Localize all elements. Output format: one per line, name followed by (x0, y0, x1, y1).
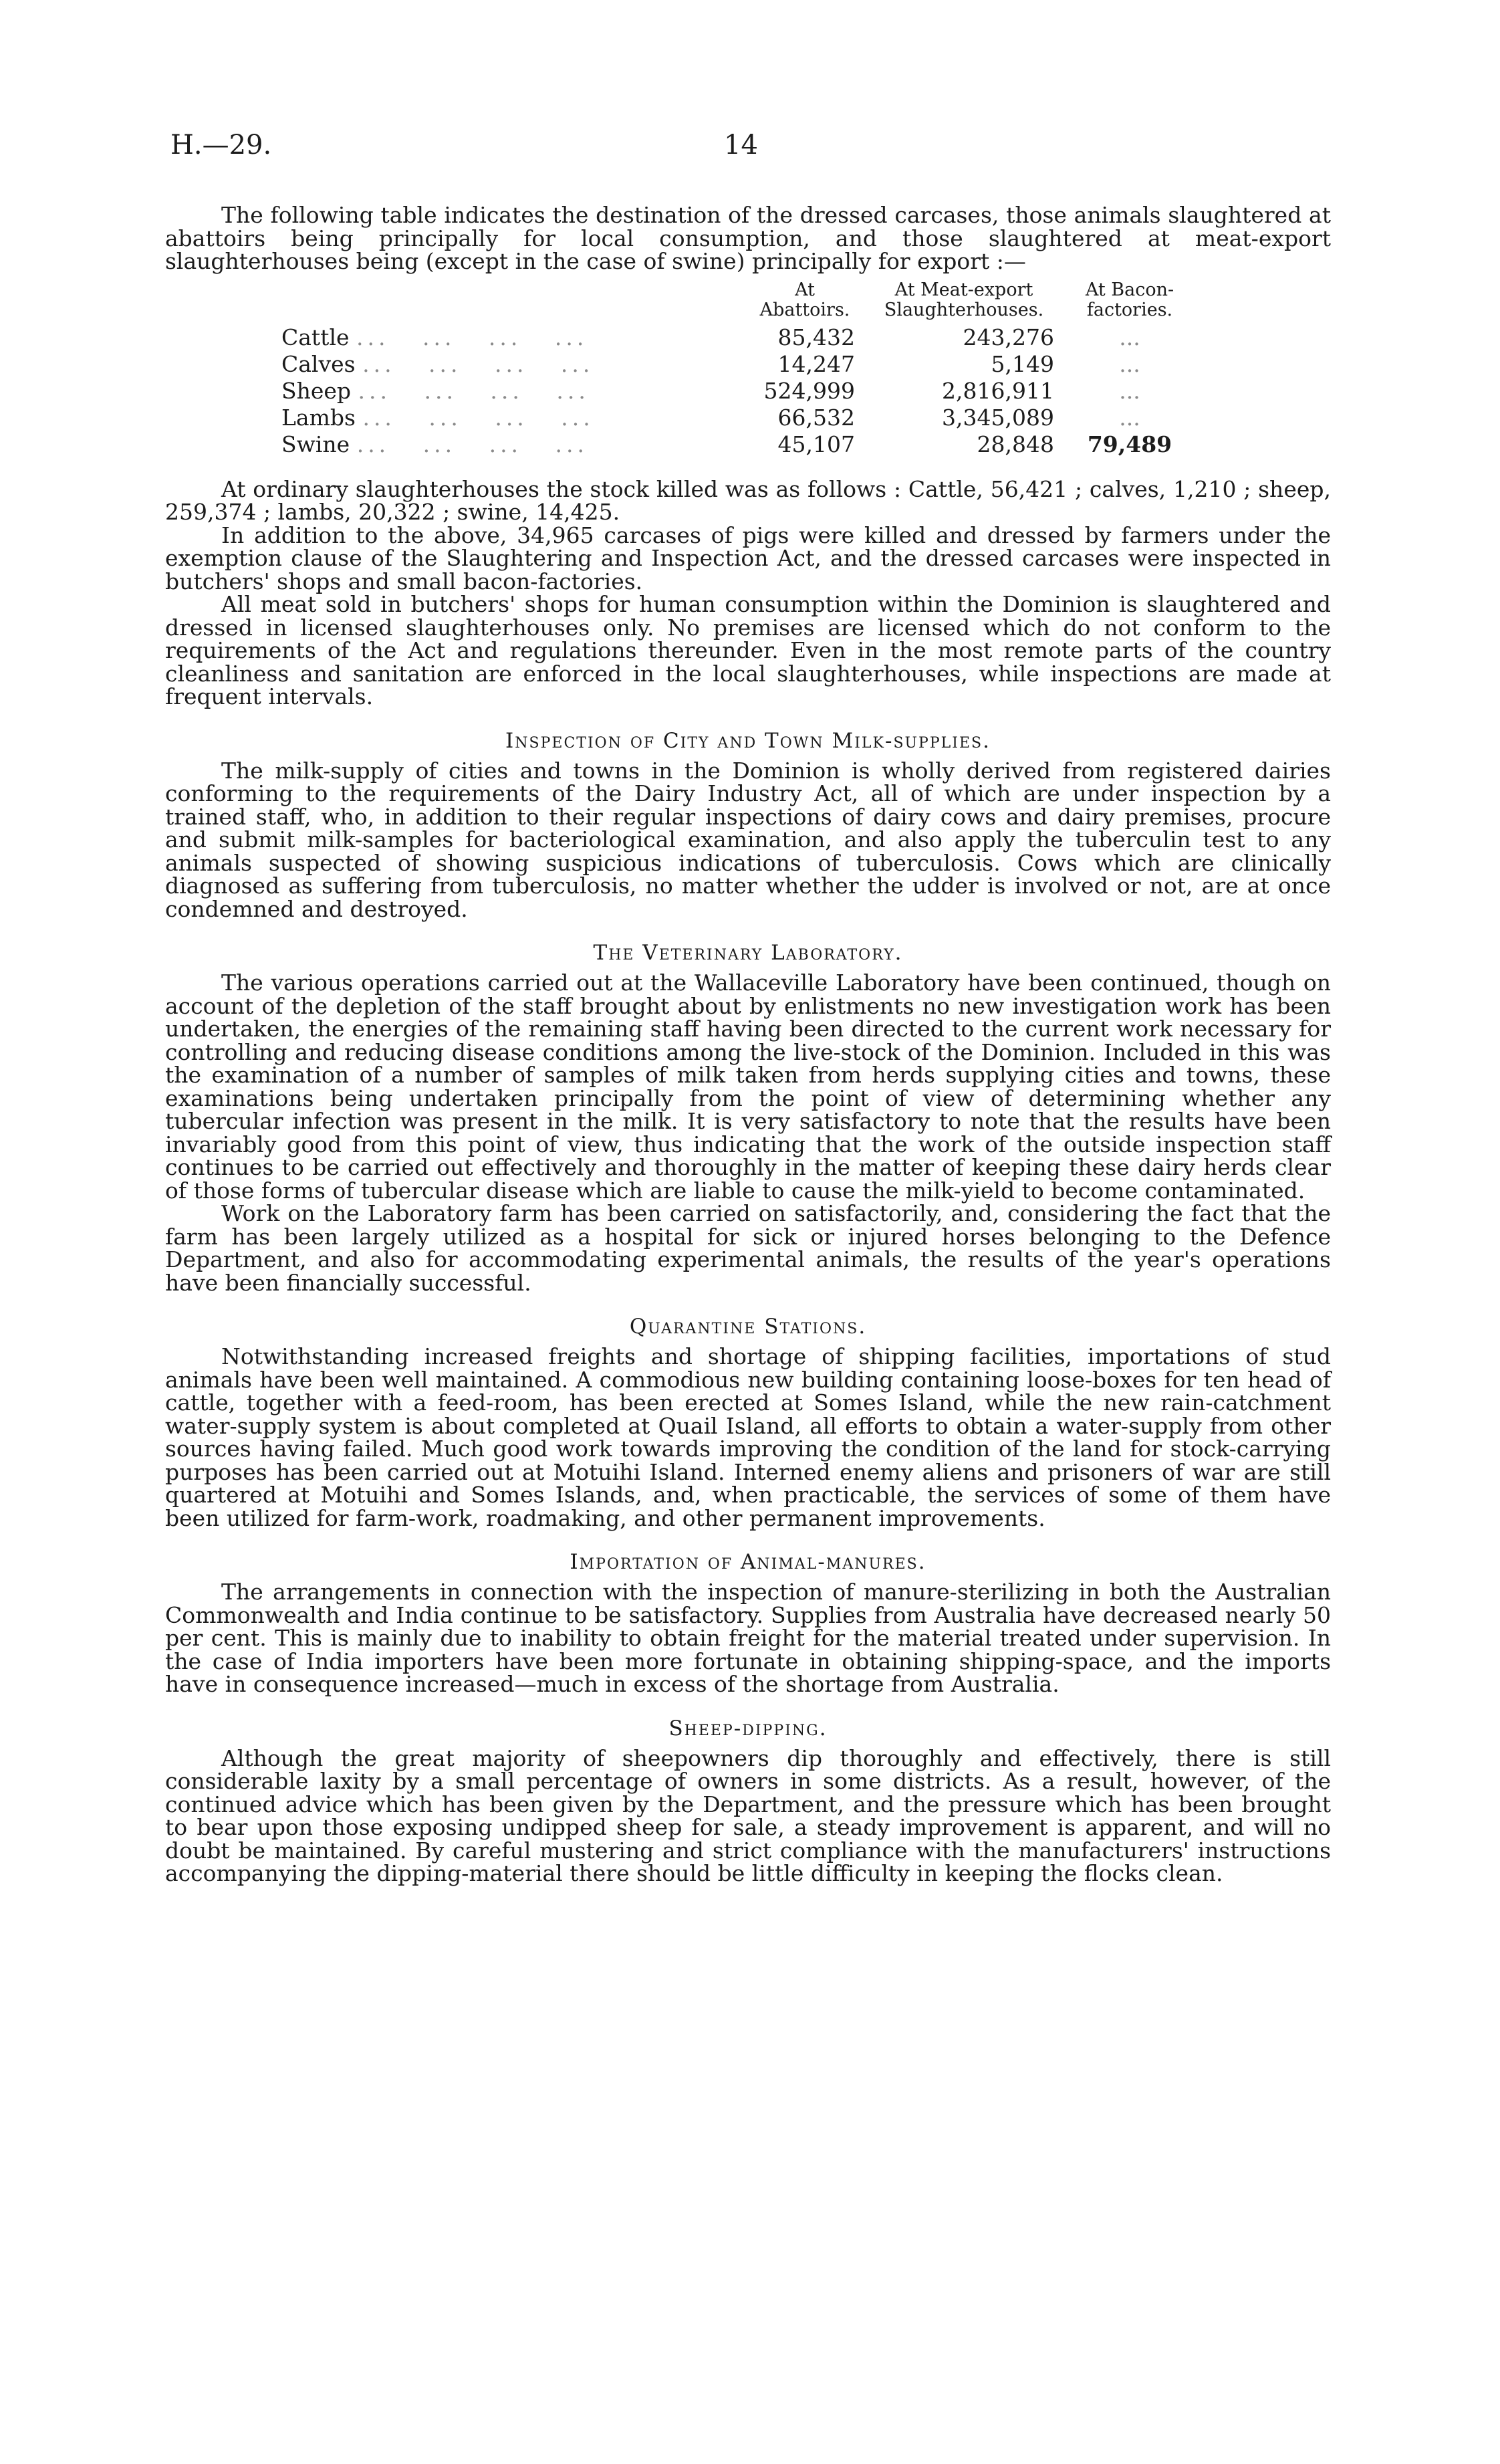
cell-abattoirs: 66,532 (777, 404, 855, 431)
cell-bacon: ... (1119, 350, 1140, 377)
section-heading: Sheep-dipping. (668, 1716, 828, 1741)
body-paragraph: The various operations carried out at the Wallaceville Laboratory have been continued, though on account of the depletion of the staff brought about by enlistments no new investigation work has been undertaken, the energies of the remaining staff having been directed to the current work necessary for controlling and reducing disease conditions among the live-stock of the Dominion. Included in this was the examination of a number of samples of milk taken from herds supplying cities and towns, these examinations being undertaken principally from the point of view of determining whether any tubercular infection was present in the milk. It is very satisfactory to note that the results have been invariably good from this point of view, thus indicating that the work of the outside inspection staff continues to be carried out effectively and thoroughly in the matter of keeping these dairy herds clear of those forms of tubercular disease which are liable to cause the milk-yield to become contaminated. (165, 970, 1331, 1204)
page-body (165, 204, 1331, 1886)
cell-meat-export: 5,149 (991, 350, 1054, 377)
body-paragraph: All meat sold in butchers' shops for human consumption within the Dominion is slaughtered and dressed in licensed slaughterhouses only. No premises are licensed which do not conform to the requirements of the Act and regulations thereunder. Even in the most remote parts of the country cleanliness and sanitation are enforced in the local slaughterhouses, while inspections are made at frequent intervals. (165, 591, 1331, 709)
body-paragraph: At ordinary slaughterhouses the stock killed was as follows : Cattle, 56,421 ; calves, 1,210 ; sheep, 259,374 ; lambs, 20,322 ; swine, 14,425. (165, 475, 1331, 525)
section-heading: Importation of Animal-manures. (570, 1550, 926, 1574)
cell-abattoirs: 524,999 (763, 377, 855, 404)
row-label: Calves (281, 350, 356, 377)
table-row: Calves ... ... ... ... 14,247 5,149 ... (272, 351, 1196, 378)
table-row: Sheep ... ... ... ... 524,999 2,816,911 ... (272, 378, 1196, 405)
carcase-destination-table (272, 280, 1196, 458)
body-paragraph: Although the great majority of sheepowners dip thoroughly and effectively, there is still considerable laxity by a small percentage of owners in some districts. As a result, however, of the continued advice which has been given by the Department, and the pressure which has been brought to bear upon those exposing undipped sheep for sale, a steady improvement is apparent, and will no doubt be maintained. By careful mustering and strict compliance with the manufacturers' instructions accompanying the dipping-material there should be little difficulty in keeping the flocks clean. (165, 1745, 1331, 1886)
row-label: Lambs (281, 404, 356, 431)
row-label: Swine (281, 431, 350, 457)
document-id: H.—29. (170, 130, 272, 160)
body-paragraph: Notwithstanding increased freights and shortage of shipping facilities, importations of stud animals have been well maintained. A commodious new building containing loose-boxes for ten head of cattle, together with a feed-room, has been erected at Somes Island, while the new rain-catchment water-supply system is about completed at Quail Island, all efforts to obtain a water-supply from other sources having failed. Much good work towards improving the condition of the land for stock-carrying purposes has been carried out at Motuihi Island. Interned enemy aliens and prisoners of war are still quartered at Motuihi and Somes Islands, and, when practicable, the services of some of them have been utilized for farm-work, roadmaking, and other permanent improvements. (165, 1343, 1331, 1531)
table-row: Swine ... ... ... ... 45,107 28,848 79,489 (272, 431, 1196, 458)
section-heading: Quarantine Stations. (629, 1315, 867, 1339)
cell-bacon: ... (1119, 324, 1140, 350)
body-paragraph: Work on the Laboratory farm has been carried on satisfactorily, and, considering the fact that the farm has been largely utilized as a hospital for sick or injured horses belonging to the Defence Department, and also for accommodating experimental animals, the results of the year's operations have been financially successful. (165, 1200, 1331, 1296)
section-heading: Inspection of City and Town Milk-supplies. (505, 728, 991, 753)
row-label: Cattle (281, 324, 350, 350)
col-bacon-factories: At Bacon-factories. (1085, 279, 1174, 320)
body-paragraph: In addition to the above, 34,965 carcases of pigs were killed and dressed by farmers under the exemption clause of the Slaughtering and Inspection Act, and the dressed carcases were inspected in butchers' shops and small bacon-factories. (165, 522, 1331, 594)
col-meat-export: At Meat-export Slaughterhouses. (884, 279, 1044, 320)
section-heading: The Veterinary Laboratory. (593, 941, 903, 965)
cell-abattoirs: 45,107 (777, 431, 855, 457)
cell-abattoirs: 14,247 (777, 350, 855, 377)
page-header (0, 130, 1500, 174)
page-number: 14 (724, 130, 758, 160)
cell-abattoirs: 85,432 (777, 324, 855, 350)
intro-paragraph: The following table indicates the destination of the dressed carcases, those animals slaughtered at abattoirs being principally for local consumption, and those slaughtered at meat-export slaughterhouses being (except in the case of swine) principally for export :— (165, 202, 1331, 274)
body-paragraph: The arrangements in connection with the inspection of manure-sterilizing in both the Australian Commonwealth and India continue to be satisfactory. Supplies from Australia have decreased nearly 50 per cent. This is mainly due to inability to obtain freight for the material treated under supervision. In the case of India importers have been more fortunate in obtaining shipping-space, and the imports have in consequence increased—much in excess of the shortage from Australia. (165, 1579, 1331, 1697)
table-row: Cattle ... ... ... ... 85,432 243,276 ... (272, 324, 1196, 351)
body-paragraph: The milk-supply of cities and towns in the Dominion is wholly derived from registered dairies conforming to the requirements of the Dairy Industry Act, all of which are under inspection by a trained staff, who, in addition to their regular inspections of dairy cows and dairy premises, procure and submit milk-samples for bacteriological examination, and also apply the tuberculin test to any animals suspected of showing suspicious indications of tuberculosis. Cows which are clinically diagnosed as suffering from tuberculosis, no matter whether the udder is involved or not, are at once condemned and destroyed. (165, 757, 1331, 922)
cell-meat-export: 28,848 (977, 431, 1054, 457)
cell-bacon: ... (1119, 377, 1140, 404)
cell-meat-export: 2,816,911 (942, 377, 1054, 404)
cell-bacon: ... (1119, 404, 1140, 431)
table-header-row (272, 280, 1196, 324)
cell-meat-export: 3,345,089 (942, 404, 1054, 431)
table-row: Lambs ... ... ... ... 66,532 3,345,089 ... (272, 405, 1196, 431)
col-abattoirs: At Abattoirs. (759, 279, 850, 320)
row-label: Sheep (281, 377, 352, 404)
cell-meat-export: 243,276 (963, 324, 1054, 350)
cell-bacon: 79,489 (1087, 431, 1172, 457)
